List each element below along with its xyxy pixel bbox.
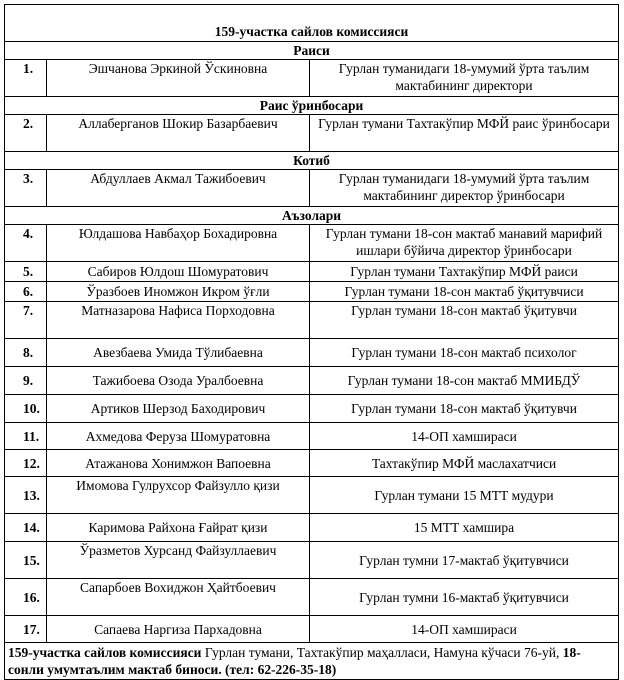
member-name: Юлдашова Навбаҳор Бохадировна <box>47 225 310 262</box>
row-number: 14. <box>5 514 47 542</box>
member-name: Атажанова Хонимжон Вапоевна <box>47 450 310 477</box>
address-text: Гурлан тумани, Тахтакўпир маҳалласи, Намуна кўчаси 76-уй, <box>201 645 563 660</box>
commission-document <box>4 4 618 680</box>
table-row <box>5 170 619 207</box>
address-title: 159-участка сайлов комиссияси <box>8 645 202 660</box>
table-row <box>5 225 619 262</box>
table-row <box>5 423 619 450</box>
section-row <box>5 42 619 60</box>
member-name: Ўразметов Хурсанд Файзуллаевич <box>47 542 310 579</box>
member-position: Гурлан тумани 15 МТТ мудури <box>310 477 619 514</box>
row-number: 5. <box>5 262 47 282</box>
member-position: 15 МТТ хамшира <box>310 514 619 542</box>
footer-row <box>5 643 619 680</box>
table-row <box>5 302 619 339</box>
row-number: 7. <box>5 302 47 339</box>
member-name: Сапаева Наргиза Пархадовна <box>47 616 310 643</box>
table-row <box>5 262 619 282</box>
member-position: Гурлан тумани 18-сон мактаб ўқитувчи <box>310 395 619 423</box>
section-heading-secretary: Котиб <box>5 152 619 170</box>
table-row <box>5 282 619 302</box>
row-number: 6. <box>5 282 47 302</box>
section-heading-members: Аъзолари <box>5 207 619 225</box>
member-name: Авезбаева Умида Тўлибаевна <box>47 339 310 367</box>
member-position: Тахтакўпир МФЙ маслахатчиси <box>310 450 619 477</box>
table-row <box>5 477 619 514</box>
member-name: Артиков Шерзод Баходирович <box>47 395 310 423</box>
row-number: 17. <box>5 616 47 643</box>
table-row <box>5 395 619 423</box>
table-row <box>5 616 619 643</box>
member-position: Гурлан тумани Тахтакўпир МФЙ раиси <box>310 262 619 282</box>
table-row <box>5 450 619 477</box>
member-name: Тажибоева Озода Уралбоевна <box>47 367 310 395</box>
table-row <box>5 367 619 395</box>
section-row <box>5 152 619 170</box>
table-row <box>5 115 619 152</box>
section-row <box>5 97 619 115</box>
member-position: Гурлан тумни 16-мактаб ўқитувчиси <box>310 579 619 616</box>
member-position: Гурлан тумани 18-сон мактаб ММИБДЎ <box>310 367 619 395</box>
member-name: Имомова Гулрухсор Файзулло қизи <box>47 477 310 514</box>
row-number: 8. <box>5 339 47 367</box>
table-row <box>5 60 619 97</box>
row-number: 4. <box>5 225 47 262</box>
row-number: 10. <box>5 395 47 423</box>
member-name: Ахмедова Феруза Шомуратовна <box>47 423 310 450</box>
row-number: 3. <box>5 170 47 207</box>
section-heading-deputy: Раис ўринбосари <box>5 97 619 115</box>
member-name: Каримова Райхона Ғайрат қизи <box>47 514 310 542</box>
commission-table <box>4 4 619 680</box>
title-row <box>5 5 619 42</box>
member-position: Гурлан тумани 18-сон мактаб манавий марифий ишлари бўйича директор ўринбосари <box>310 225 619 262</box>
member-position: 14-ОП хамшираси <box>310 423 619 450</box>
document-title: 159-участка сайлов комиссияси <box>5 5 619 42</box>
member-name: Аллаберганов Шокир Базарбаевич <box>47 115 310 152</box>
member-name: Ўразбоев Иномжон Икром ўғли <box>47 282 310 302</box>
row-number: 13. <box>5 477 47 514</box>
member-name: Абдуллаев Акмал Тажибоевич <box>47 170 310 207</box>
row-number: 15. <box>5 542 47 579</box>
member-position: 14-ОП хамшираси <box>310 616 619 643</box>
member-position: Гурлан тумани 18-сон мактаб ўқитувчиси <box>310 282 619 302</box>
commission-address <box>5 643 619 680</box>
row-number: 12. <box>5 450 47 477</box>
table-row <box>5 339 619 367</box>
member-name: Матназарова Нафиса Порходовна <box>47 302 310 339</box>
section-heading-chair: Раиси <box>5 42 619 60</box>
row-number: 16. <box>5 579 47 616</box>
section-row <box>5 207 619 225</box>
table-row <box>5 579 619 616</box>
member-name: Сабиров Юлдош Шомуратович <box>47 262 310 282</box>
address-building: 18-сонли умумтаълим мактаб биноси. (тел: 62-226-35-18) <box>8 645 581 677</box>
table-row <box>5 514 619 542</box>
member-name: Эшчанова Эркиной Ўскиновна <box>47 60 310 97</box>
member-position: Гурлан туманидаги 18-умумий ўрта таълим мактабининг директор ўринбосари <box>310 170 619 207</box>
table-row <box>5 542 619 579</box>
row-number: 1. <box>5 60 47 97</box>
row-number: 11. <box>5 423 47 450</box>
member-position: Гурлан тумани 18-сон мактаб психолог <box>310 339 619 367</box>
member-position: Гурлан тумани 18-сон мактаб ўқитувчи <box>310 302 619 339</box>
member-position: Гурлан тумни 17-мактаб ўқитувчиси <box>310 542 619 579</box>
row-number: 9. <box>5 367 47 395</box>
row-number: 2. <box>5 115 47 152</box>
member-position: Гурлан тумани Тахтакўпир МФЙ раис ўринбосари <box>310 115 619 152</box>
member-name: Сапарбоев Вохиджон Ҳайтбоевич <box>47 579 310 616</box>
member-position: Гурлан туманидаги 18-умумий ўрта таълим мактабининг директори <box>310 60 619 97</box>
